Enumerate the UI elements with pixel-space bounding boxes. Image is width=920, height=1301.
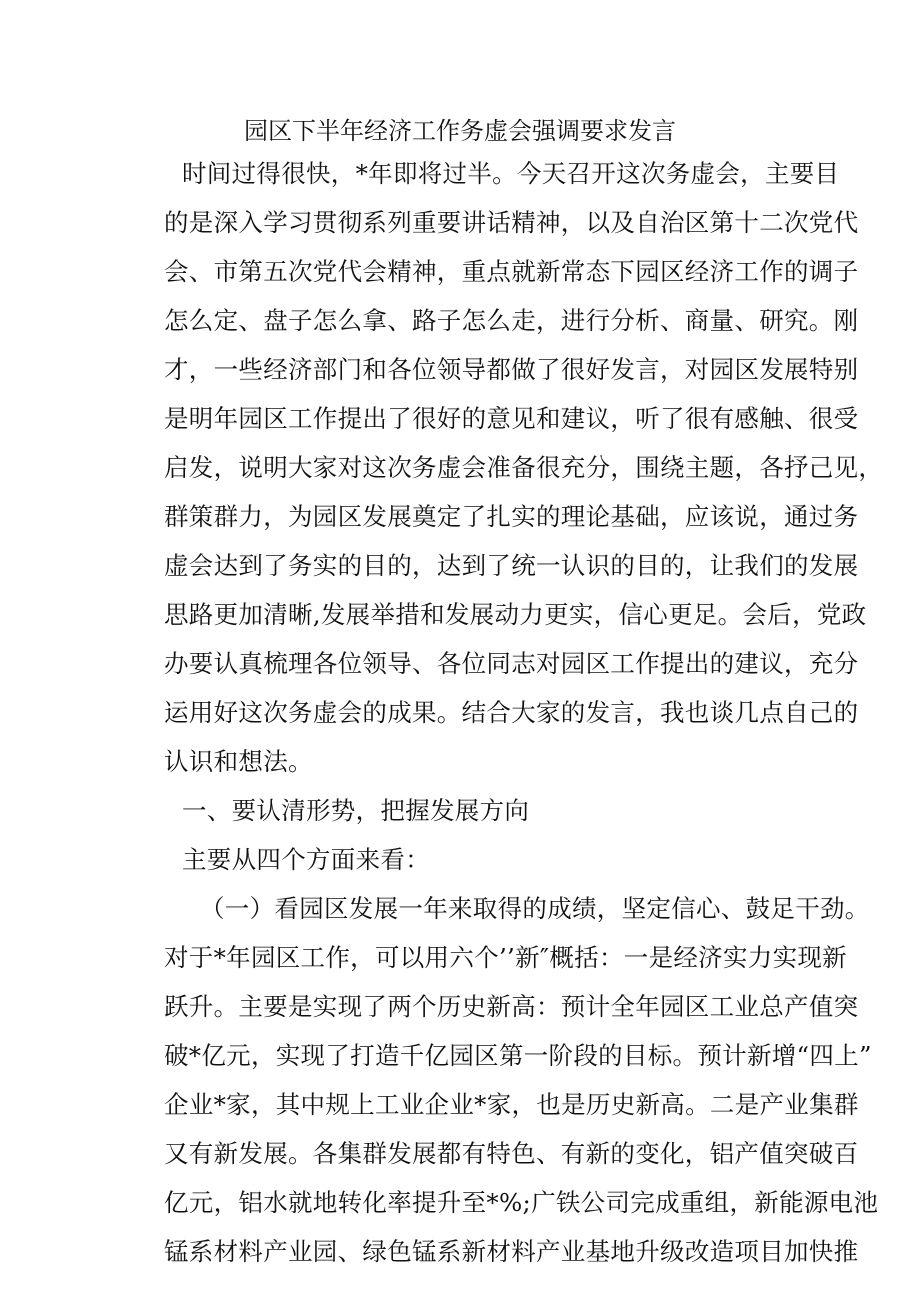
paragraph-line: 时间过得很快，*年即将过半。今天召开这次务虚会，主要目 <box>182 159 840 188</box>
paragraph-line: 启发，说明大家对这次务虚会准备很充分，围绕主题，各抒己见， <box>164 453 884 482</box>
paragraph-line: 才，一些经济部门和各位领导都做了很好发言，对园区发展特别 <box>164 355 859 384</box>
paragraph-line: 群策群力，为园区发展奠定了扎实的理论基础，应该说，通过务 <box>164 502 859 531</box>
paragraph-line: 对于*年园区工作，可以用六个’’新″概括：一是经济实力实现新 <box>164 943 847 972</box>
paragraph-line: 锰系材料产业园、绿色锰系新材料产业基地升级改造项目加快推 <box>164 1237 859 1266</box>
subsection-heading: （一）看园区发展一年来取得的成绩，坚定信心、鼓足干劲。 <box>200 894 870 923</box>
paragraph-line: 的是深入学习贯彻系列重要讲话精神，以及自治区第十二次党代 <box>164 208 859 237</box>
paragraph-line: 认识和想法。 <box>164 747 313 776</box>
paragraph-line: 怎么定、盘子怎么拿、路子怎么走，进行分析、商量、研究。刚 <box>164 306 859 335</box>
paragraph-line: 办要认真梳理各位领导、各位同志对园区工作提出的建议，充分 <box>164 649 859 678</box>
section-heading: 一、要认清形势，把握发展方向 <box>182 796 530 825</box>
paragraph-line: 主要从四个方面来看： <box>182 845 430 874</box>
paragraph-line: 破*亿元，实现了打造千亿园区第一阶段的目标。预计新增“四上” <box>164 1041 872 1070</box>
paragraph-line: 跃升。主要是实现了两个历史新高：预计全年园区工业总产值突 <box>164 992 859 1021</box>
paragraph-line: 企业*家，其中规上工业企业*家，也是历史新高。二是产业集群 <box>164 1090 859 1119</box>
paragraph-line: 亿元，铝水就地转化率提升至*%;广铁公司完成重组，新能源电池 <box>164 1188 879 1217</box>
paragraph-line: 虚会达到了务实的目的，达到了统一认识的目的，让我们的发展 <box>164 551 859 580</box>
document-title: 园区下半年经济工作务虚会强调要求发言 <box>244 117 676 145</box>
paragraph-line: 是明年园区工作提出了很好的意见和建议，听了很有感触、很受 <box>164 404 859 433</box>
paragraph-line: 思路更加清晰,发展举措和发展动力更实，信心更足。会后，党政 <box>164 600 867 629</box>
paragraph-line: 运用好这次务虚会的成果。结合大家的发言，我也谈几点自己的 <box>164 698 859 727</box>
paragraph-line: 会、市第五次党代会精神，重点就新常态下园区经济工作的调子 <box>164 257 859 286</box>
paragraph-line: 又有新发展。各集群发展都有特色、有新的变化，铝产值突破百 <box>164 1139 859 1168</box>
